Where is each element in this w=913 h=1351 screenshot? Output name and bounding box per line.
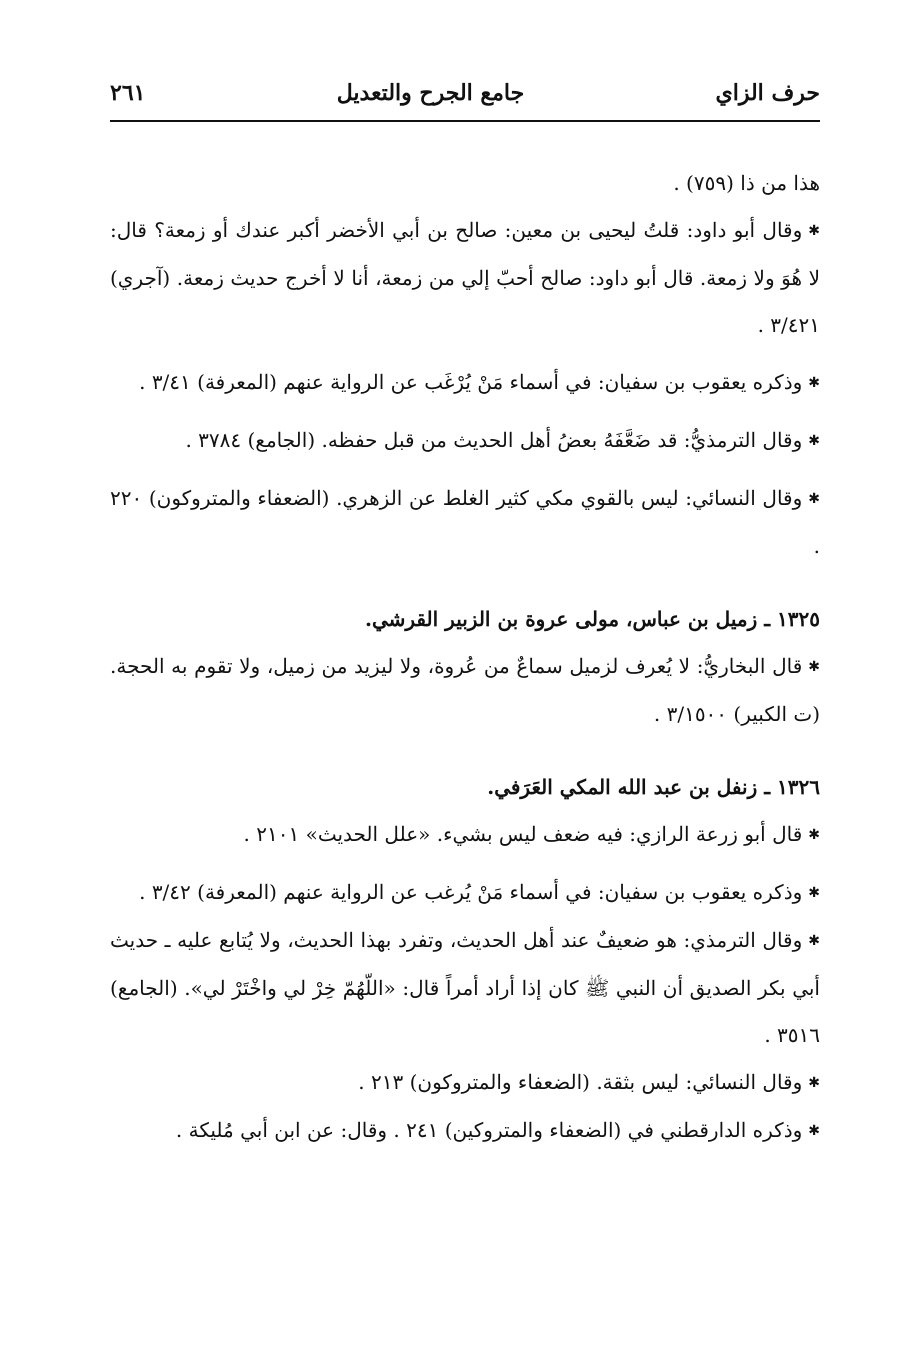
paragraph: ✱وذكره يعقوب بن سفيان: في أسماء مَنْ يُرغب عن الرواية عنهم (المعرفة) ٣/٤٢ . (139, 880, 820, 904)
paragraph: ✱وذكره يعقوب بن سفيان: في أسماء مَنْ يُرْغَب عن الرواية عنهم (المعرفة) ٣/٤١ . (139, 370, 820, 394)
paragraph: ✱وقال النسائي: ليس بالقوي مكي كثير الغلط عن الزهري. (الضعفاء والمتروكون) ٢٢٠ . (110, 486, 820, 558)
entry-heading: ١٣٢٦ ـ زنفل بن عبد الله المكي العَرَفي. (487, 775, 820, 799)
asterisk-bullet-icon: ✱ (808, 223, 820, 239)
asterisk-bullet-icon: ✱ (808, 491, 820, 507)
chapter-title: حرف الزاي (715, 80, 820, 106)
paragraph: هذا من ذا (٧٥٩) . (673, 171, 820, 195)
asterisk-bullet-icon: ✱ (808, 885, 820, 901)
paragraph: ✱وقال أبو داود: قلتُ ليحيى بن معين: صالح بن أبي الأخضر أكبر عندك أو زمعة؟ قال: لا هُوَ ولا زمعة. قال أبو داود: صالح أحبّ إلي من زمعة، أنا لا أخرج حديث زمعة. (آجري) ٣/٤٢١ . (110, 218, 820, 337)
asterisk-bullet-icon: ✱ (808, 827, 820, 843)
page-header (110, 80, 820, 122)
asterisk-bullet-icon: ✱ (808, 1123, 820, 1139)
paragraph: ✱وقال النسائي: ليس بثقة. (الضعفاء والمتروكون) ٢١٣ . (358, 1070, 820, 1094)
entry-heading: ١٣٢٥ ـ زميل بن عباس، مولى عروة بن الزبير القرشي. (365, 607, 820, 631)
book-title: جامع الجرح والتعديل (336, 80, 525, 106)
asterisk-bullet-icon: ✱ (808, 375, 820, 391)
page-number: ٢٦١ (110, 80, 146, 106)
paragraph: ✱قال أبو زرعة الرازي: فيه ضعف ليس بشيء. «علل الحديث» ٢١٠١ . (243, 822, 820, 846)
asterisk-bullet-icon: ✱ (808, 659, 820, 675)
paragraph: ✱قال البخاريُّ: لا يُعرف لزميل سماعٌ من عُروة، ولا ليزيد من زميل، ولا تقوم به الحجة. (ت الكبير) ٣/١٥٠٠ . (110, 654, 820, 726)
asterisk-bullet-icon: ✱ (808, 933, 820, 949)
document-page (110, 80, 820, 1155)
paragraph: ✱وقال الترمذي: هو ضعيفٌ عند أهل الحديث، وتفرد بهذا الحديث، ولا يُتابع عليه ـ حديث أبي بكر الصديق أن النبي ﷺ كان إذا أراد أمراً قال: «اللّهُمّ خِرْ لي واخْتَرْ لي». (الجامع) ٣٥١٦ . (110, 928, 820, 1047)
page-body (110, 160, 820, 1155)
asterisk-bullet-icon: ✱ (808, 1075, 820, 1091)
asterisk-bullet-icon: ✱ (808, 433, 820, 449)
paragraph: ✱وقال الترمذيُّ: قد ضَعَّفَهُ بعضُ أهل الحديث من قبل حفظه. (الجامع) ٣٧٨٤ . (185, 428, 820, 452)
paragraph: ✱وذكره الدارقطني في (الضعفاء والمتروكين) ٢٤١ . وقال: عن ابن أبي مُليكة . (175, 1118, 820, 1142)
